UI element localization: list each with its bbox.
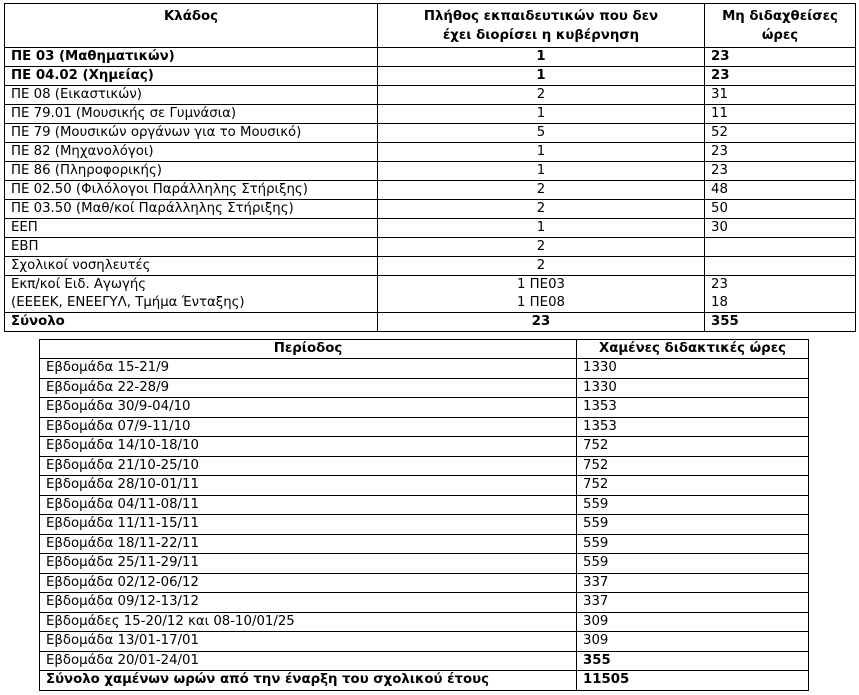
teacher-count-cell: 1: [378, 162, 705, 181]
lost-hours-cell: 309: [577, 612, 809, 632]
specialty-line2: (ΕΕΕΕΚ, ΕΝΕΕΓΥΛ, Τμήμα Ένταξης): [11, 295, 245, 310]
period-cell: Εβδομάδα 13/01-17/01: [40, 632, 577, 652]
specialty-line1: Εκπ/κοί Ειδ. Αγωγής: [11, 277, 147, 292]
specialty-cell: ΠΕ 82 (Μηχανολόγοι): [5, 143, 378, 162]
specialty-cell: ΠΕ 79.01 (Μουσικής σε Γυμνάσια): [5, 105, 378, 124]
untaught-hours-cell: [705, 257, 856, 276]
lost-hours-cell: 752: [577, 456, 809, 476]
period-cell: Εβδομάδα 11/11-15/11: [40, 515, 577, 535]
period-cell: Εβδομάδα 15-21/9: [40, 359, 577, 379]
total-teacher-count: 23: [378, 313, 705, 332]
teachers-table: [4, 3, 856, 332]
period-cell: Εβδομάδα 20/01-24/01: [40, 651, 577, 671]
table-row: [40, 515, 809, 535]
lost-hours-cell: 337: [577, 593, 809, 613]
period-cell: Εβδομάδες 15-20/12 και 08-10/01/25: [40, 612, 577, 632]
teacher-count-cell: 2: [378, 86, 705, 105]
table-row: [5, 86, 856, 105]
untaught-hours-cell: 48: [705, 181, 856, 200]
lost-hours-cell: 337: [577, 573, 809, 593]
table-row-total: [40, 671, 809, 691]
lost-hours-cell: 1353: [577, 417, 809, 437]
period-cell: Εβδομάδα 02/12-06/12: [40, 573, 577, 593]
teacher-count-cell: 1: [378, 219, 705, 238]
teacher-count-cell: 2: [378, 238, 705, 257]
period-cell: Εβδομάδα 25/11-29/11: [40, 554, 577, 574]
period-cell: Εβδομάδα 22-28/9: [40, 378, 577, 398]
header-lost-hours: Χαμένες διδακτικές ώρες: [577, 340, 809, 359]
untaught-hours-cell: 50: [705, 200, 856, 219]
period-cell: Εβδομάδα 04/11-08/11: [40, 495, 577, 515]
lost-hours-cell: 309: [577, 632, 809, 652]
table-row: [5, 67, 856, 86]
lost-hours-cell: 1330: [577, 378, 809, 398]
lost-hours-table-header: [40, 340, 809, 359]
specialty-cell: ΠΕ 03 (Μαθηματικών): [5, 48, 378, 67]
teacher-count-cell: 1: [378, 67, 705, 86]
table-row: [5, 200, 856, 219]
header-untaught-hours-line2: ώρες: [761, 27, 799, 43]
untaught-hours-cell: 23: [705, 67, 856, 86]
lost-hours-table: [39, 339, 809, 691]
table-row: [40, 651, 809, 671]
untaught-hours-cell: 11: [705, 105, 856, 124]
table-row: [40, 632, 809, 652]
lost-hours-cell: 1330: [577, 359, 809, 379]
teachers-table-header: [5, 4, 856, 48]
table-row-total: [5, 313, 856, 332]
table-row: [40, 573, 809, 593]
table-row: [5, 181, 856, 200]
untaught-hours-cell: 31: [705, 86, 856, 105]
table-row: [40, 612, 809, 632]
specialty-cell: [5, 276, 378, 313]
table-row: [5, 105, 856, 124]
table-row: [40, 456, 809, 476]
period-cell: Εβδομάδα 28/10-01/11: [40, 476, 577, 496]
total-label: Σύνολο χαμένων ωρών από την έναρξη του σχολικού έτους: [40, 671, 577, 691]
period-cell: Εβδομάδα 07/9-11/10: [40, 417, 577, 437]
lost-hours-cell: 559: [577, 554, 809, 574]
period-cell: Εβδομάδα 14/10-18/10: [40, 437, 577, 457]
teacher-count-cell: 1: [378, 105, 705, 124]
table-row: [5, 143, 856, 162]
table-row: [5, 219, 856, 238]
lost-hours-cell: 559: [577, 534, 809, 554]
teacher-count-line2: 1 ΠΕ08: [516, 295, 565, 310]
teacher-count-cell: 2: [378, 181, 705, 200]
specialty-cell: ΠΕ 02.50 (Φιλόλογοι Παράλληλης Στήριξης): [5, 181, 378, 200]
untaught-hours-line1: 23: [711, 277, 728, 292]
period-cell: Εβδομάδα 09/12-13/12: [40, 593, 577, 613]
table-row: [40, 378, 809, 398]
header-untaught-hours-line1: Μη διδαχθείσες: [722, 8, 838, 24]
teacher-count-cell: [378, 276, 705, 313]
lost-hours-cell: 1353: [577, 398, 809, 418]
untaught-hours-cell: 30: [705, 219, 856, 238]
table-row: [40, 437, 809, 457]
specialty-cell: ΠΕ 86 (Πληροφορικής): [5, 162, 378, 181]
total-label: Σύνολο: [5, 313, 378, 332]
table-row: [40, 417, 809, 437]
untaught-hours-cell: 23: [705, 162, 856, 181]
table-row: [40, 554, 809, 574]
header-teacher-count: [378, 4, 705, 48]
header-teacher-count-line2: έχει διορίσει η κυβέρνηση: [442, 27, 640, 43]
teacher-count-cell: 5: [378, 124, 705, 143]
specialty-cell: Σχολικοί νοσηλευτές: [5, 257, 378, 276]
table-row: [40, 534, 809, 554]
specialty-cell: ΠΕ 03.50 (Μαθ/κοί Παράλληλης Στήριξης): [5, 200, 378, 219]
header-teacher-count-line1: Πλήθος εκπαιδευτικών που δεν: [423, 8, 659, 24]
table-row: [5, 162, 856, 181]
table-row: [40, 398, 809, 418]
period-cell: Εβδομάδα 18/11-22/11: [40, 534, 577, 554]
teacher-count-cell: 1: [378, 48, 705, 67]
lost-hours-cell: 355: [577, 651, 809, 671]
untaught-hours-cell: [705, 238, 856, 257]
untaught-hours-cell: 52: [705, 124, 856, 143]
period-cell: Εβδομάδα 30/9-04/10: [40, 398, 577, 418]
table-row: [40, 359, 809, 379]
teacher-count-cell: 2: [378, 257, 705, 276]
table-row: [5, 238, 856, 257]
total-untaught-hours: 355: [705, 313, 856, 332]
lost-hours-cell: 752: [577, 437, 809, 457]
header-untaught-hours: [705, 4, 856, 48]
specialty-cell: ΠΕ 08 (Εικαστικών): [5, 86, 378, 105]
header-specialty: Κλάδος: [5, 4, 378, 48]
period-cell: Εβδομάδα 21/10-25/10: [40, 456, 577, 476]
table-row: [5, 48, 856, 67]
total-lost-hours: 11505: [577, 671, 809, 691]
table-row: [5, 124, 856, 143]
teacher-count-line1: 1 ΠΕ03: [516, 277, 565, 292]
header-period: Περίοδος: [40, 340, 577, 359]
teacher-count-cell: 1: [378, 143, 705, 162]
untaught-hours-cell: 23: [705, 48, 856, 67]
table-row-special-education: [5, 276, 856, 313]
untaught-hours-line2: 18: [711, 295, 728, 310]
teacher-count-cell: 2: [378, 200, 705, 219]
specialty-cell: ΠΕ 79 (Μουσικών οργάνων για το Μουσικό): [5, 124, 378, 143]
table-row: [40, 495, 809, 515]
table-row: [40, 593, 809, 613]
specialty-cell: ΠΕ 04.02 (Χημείας): [5, 67, 378, 86]
untaught-hours-cell: 23: [705, 143, 856, 162]
untaught-hours-cell: [705, 276, 856, 313]
specialty-cell: ΕΒΠ: [5, 238, 378, 257]
lost-hours-cell: 752: [577, 476, 809, 496]
specialty-cell: ΕΕΠ: [5, 219, 378, 238]
table-row: [40, 476, 809, 496]
lost-hours-cell: 559: [577, 515, 809, 535]
table-row: [5, 257, 856, 276]
lost-hours-cell: 559: [577, 495, 809, 515]
